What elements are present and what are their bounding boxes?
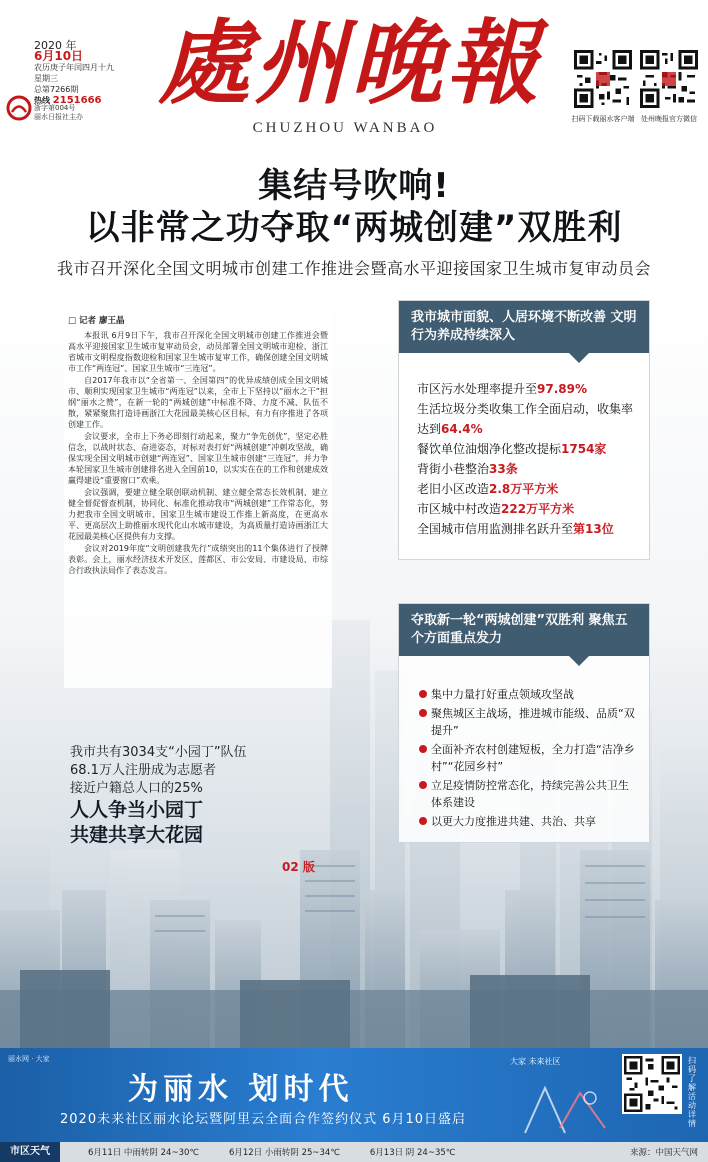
- achievement-item: [417, 459, 635, 479]
- volunteer-headline: 人人争当小园丁: [70, 799, 204, 821]
- weather-day: 6月13日 阴 24~35℃: [369, 1148, 456, 1158]
- volunteer-line: 我市共有3034支“小园丁”队伍: [70, 745, 247, 760]
- achievement-number: 222万平方米: [501, 502, 575, 516]
- achievement-item: [417, 379, 635, 399]
- volunteer-headline: 共建共享大花园: [70, 824, 204, 846]
- achievement-item: [417, 519, 635, 539]
- banner-brand: 丽水网 · 大家: [8, 1055, 50, 1063]
- hotline-label: 热线: [34, 96, 50, 105]
- achievement-item: [417, 499, 635, 519]
- banner-qr-code-icon[interactable]: [622, 1054, 682, 1114]
- achievement-text: 市区城中村改造: [417, 502, 502, 516]
- article-paragraph: 本报讯 6月9日下午，我市召开深化全国文明城市创建工作推进会暨高水平迎接国家卫生城市复审动员会，动员部署全国文明城市迎检、浙江省城市文明程度指数迎检和国家卫生城市复审工作，确保创建全国文明城市工作“两连冠”、国家卫生城市“三连冠”。: [68, 331, 328, 373]
- priorities-box-title: 夺取新一轮“两城创建”双胜利 聚焦五个方面重点发力: [399, 604, 649, 656]
- achievement-item: [417, 439, 635, 459]
- headline-line-2: 以非常之功夺取“两城创建”双胜利: [85, 208, 623, 248]
- qr-code-icon[interactable]: [574, 50, 632, 108]
- priority-text: 全面补齐农村创建短板，全力打造“洁净乡村”“花园乡村”: [431, 743, 635, 773]
- achievement-text: 市区污水处理率提升至: [417, 382, 538, 396]
- banner-tag: 大家 未来社区: [510, 1057, 561, 1066]
- priority-text: 聚焦城区主战场，推进城市能级、品质“双提升”: [431, 707, 635, 737]
- bullet-icon: [419, 745, 427, 753]
- article-paragraph: 自2017年我市以“全省第一、全国第四”的优异成绩创成全国文明城市、顺利实现国家卫生城市“两连冠”以来，全市上下坚持以“丽水之干”担纲“丽水之赞”，在新一轮的“两城创建”中标准不降、力度不减、队伍不散，紧紧聚焦打造诗画浙江大花园最美核心区目标，有力有序推进了各项创建工作。: [68, 376, 328, 429]
- subheadline: 我市召开深化全国文明城市创建工作推进会暨高水平迎接国家卫生城市复审动员会: [56, 259, 651, 278]
- weather-title: 市区天气: [0, 1142, 60, 1162]
- qr-code-icon[interactable]: [640, 50, 698, 108]
- achievement-text: 餐饮单位油烟净化整改提标: [417, 442, 562, 456]
- bullet-icon: [419, 690, 427, 698]
- priority-item: [419, 686, 639, 703]
- achievement-number: 64.4%: [441, 422, 483, 436]
- achievement-number: 33条: [489, 462, 518, 476]
- bullet-icon: [419, 817, 427, 825]
- priority-text: 以更大力度推进共建、共治、共享: [431, 815, 596, 828]
- achievement-number: 97.89%: [537, 382, 587, 396]
- achievement-text: 全国城市信用监测排名跃升至: [417, 522, 574, 536]
- qr-right-caption: 处州晚报官方微信: [641, 115, 697, 123]
- page-reference[interactable]: 02 版: [282, 860, 315, 874]
- banner-vertical-text: 扫码了解活动详情: [688, 1056, 696, 1128]
- priorities-box: [398, 603, 650, 843]
- priority-item: [419, 813, 639, 830]
- license-number: 浙字第004号: [34, 104, 76, 112]
- publisher-logo-icon: [6, 95, 32, 121]
- article-paragraph: 会议要求，全市上下务必即刻行动起来，聚力“争先创优”，坚定必胜信念，以战时状态、奋进姿态，对标对表打好“两城创建”冲刺攻坚战，确保实现全国文明城市创建“两连冠”、国家卫生城市创建“三连冠”，并力争本轮国家卫生城市创建排名进入全国前10，以实实在在的工作和创建成效赢得建设“重要窗口”欢乘。: [68, 432, 328, 485]
- masthead: [0, 0, 708, 148]
- weather-day: 6月11日 中雨转阴 24~30℃: [88, 1148, 199, 1158]
- banner-subtitle: 2020未来社区丽水论坛暨阿里云全面合作签约仪式 6月10日盛启: [60, 1112, 467, 1127]
- banner-title: 为丽水 划时代: [128, 1072, 354, 1107]
- achievement-number: 2.8万平方米: [489, 482, 559, 496]
- event-banner[interactable]: [0, 1048, 708, 1142]
- priority-item: [419, 741, 639, 775]
- achievement-item: [417, 399, 635, 439]
- achievements-box-title: 我市城市面貌、人居环境不断改善 文明行为养成持续深入: [399, 301, 649, 353]
- article-paragraph: 会议强调，要建立健全联创联动机制、建立健全常态长效机制、建立健全督促督查机制，协同化、标准化推动我市“两城创建”工作常态化，努力把我市全国文明城市、国家卫生城市建设工作推上新高度，在更高水平、更高层次上助推丽水现代化山水城市建设，为高质量打造诗画浙江大花园最美核心区提供有力支撑。: [68, 488, 328, 541]
- priority-text: 立足疫情防控常态化，持续完善公共卫生体系建设: [431, 779, 629, 809]
- edition-lunar: 农历庚子年闰四月十九: [34, 63, 114, 72]
- edition-year: 2020 年: [34, 39, 77, 52]
- priority-text: 集中力量打好重点领域攻坚战: [431, 688, 574, 701]
- volunteer-line: 68.1万人注册成为志愿者: [70, 763, 216, 778]
- edition-date: 6月10日: [34, 49, 84, 63]
- article-byline: □ 记者 廖王晶: [68, 314, 328, 326]
- priority-item: [419, 705, 639, 739]
- volunteer-teaser: [70, 744, 330, 848]
- achievement-number: 第13位: [573, 522, 614, 536]
- bullet-icon: [419, 709, 427, 717]
- priorities-list: [399, 656, 649, 830]
- volunteer-line: 接近户籍总人口的25%: [70, 781, 203, 796]
- edition-info: [34, 40, 144, 106]
- headline-line-1: 集结号吹响!: [258, 166, 450, 206]
- priority-item: [419, 777, 639, 811]
- bullet-icon: [419, 781, 427, 789]
- hotline-number: 2151666: [52, 95, 102, 106]
- edition-issue: 总第7266期: [34, 85, 79, 94]
- achievement-item: [417, 479, 635, 499]
- achievement-text: 老旧小区改造: [417, 482, 490, 496]
- publisher-info: [34, 104, 83, 122]
- newspaper-title-en: CHUZHOU WANBAO: [252, 120, 438, 136]
- organizer: 丽水日报社主办: [34, 113, 83, 121]
- achievements-list: [399, 353, 649, 539]
- weather-strip: [0, 1142, 708, 1162]
- article-paragraph: 会议对2019年度“文明创建我先行”成绩突出的11个集体进行了授牌表彰。会上，丽水经济技术开发区、莲都区、市公安局、市建设局、市综合行政执法局作了表态发言。: [68, 544, 328, 575]
- newspaper-title: 處州晚報: [157, 9, 542, 117]
- edition-weekday: 星期三: [34, 74, 58, 83]
- weather-source: 来源：中国天气网: [629, 1148, 698, 1158]
- weather-day: 6月12日 小雨转阴 25~34℃: [228, 1148, 340, 1158]
- achievement-text: 生活垃圾分类收集工作全面启动，收集率达到: [417, 402, 634, 436]
- qr-left-caption: 扫码下载丽水客户端: [571, 115, 635, 123]
- main-article: [64, 306, 332, 688]
- achievement-text: 背街小巷整治: [417, 462, 490, 476]
- banner-decoration-icon: [520, 1078, 610, 1138]
- achievement-number: 1754家: [561, 442, 607, 456]
- achievements-box: [398, 300, 650, 560]
